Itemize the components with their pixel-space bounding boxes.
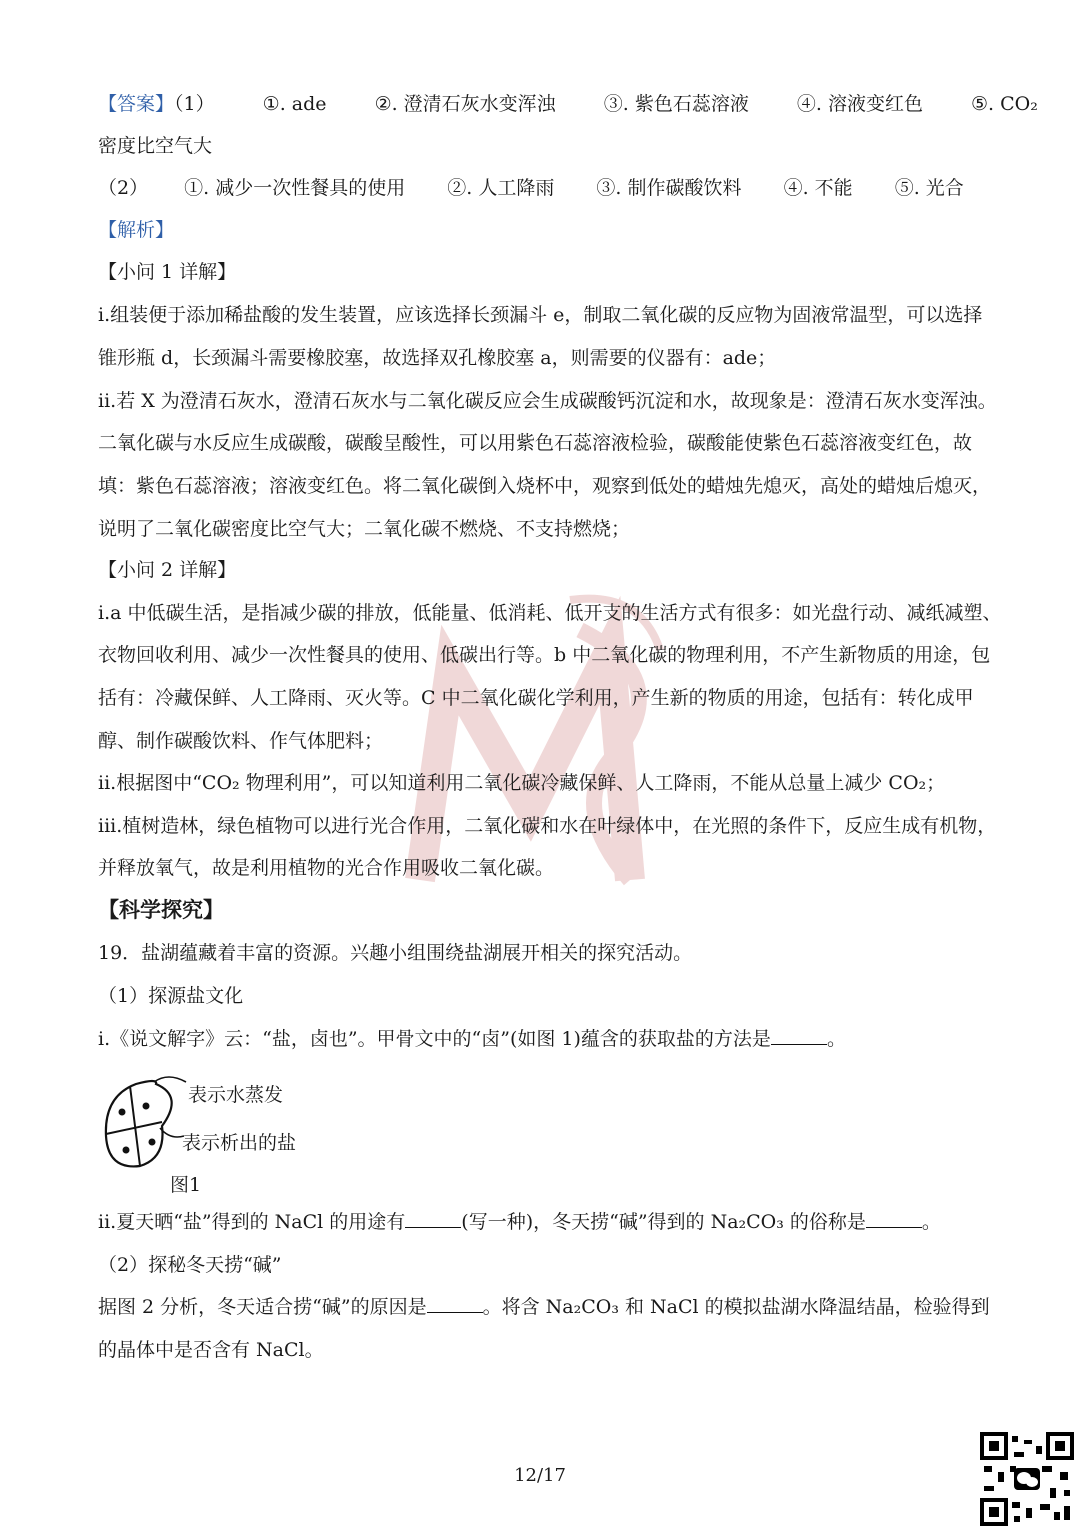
sub2-line: 括有：冷藏保鲜、人工降雨、灭火等。C 中二氧化碳化学利用，产生新的物质的用途，包括有：转化成甲	[98, 687, 974, 709]
question-line-i-end: 。	[826, 1028, 846, 1050]
sub2-line: 衣物回收利用、减少一次性餐具的使用、低碳出行等。b 中二氧化碳的物理利用，不产生新物质的用途，包	[98, 644, 991, 666]
answer-line-1	[98, 90, 1038, 118]
sub2-line: iii.植树造林，绿色植物可以进行光合作用，二氧化碳和水在叶绿体中，在光照的条件下，反应生成有机物，	[98, 815, 997, 837]
answer-q2-item: ④. 不能	[783, 177, 853, 199]
question-line-ii-end: 。	[921, 1211, 941, 1233]
figure-label-salt: 表示析出的盐	[182, 1132, 297, 1154]
answer-q1-label: （1）	[174, 93, 215, 115]
answer-q2-item: ⑤. 光合	[894, 177, 964, 199]
part-2-line-1-a: 据图 2 分析，冬天适合捞“碱”的原因是	[98, 1296, 427, 1318]
sub2-title: 【小问 2 详解】	[98, 559, 237, 581]
sub1-line: 二氧化碳与水反应生成碳酸，碳酸呈酸性，可以用紫色石蕊溶液检验，碳酸能使紫色石蕊溶液变红色，故	[98, 432, 973, 454]
sub1-title: 【小问 1 详解】	[98, 261, 237, 283]
sub1-line: ii.若 X 为澄清石灰水，澄清石灰水与二氧化碳反应会生成碳酸钙沉淀和水，故现象是：澄清石灰水变浑浊。	[98, 390, 997, 412]
answer-q1-item: ⑤. CO₂	[971, 93, 1038, 115]
figure-label-evaporation: 表示水蒸发	[188, 1084, 284, 1106]
sub1-line: i.组装便于添加稀盐酸的发生装置，应该选择长颈漏斗 e，制取二氧化碳的反应物为固液常温型，可以选择	[98, 304, 983, 326]
page-number: 12/17	[514, 1465, 566, 1486]
question-line-i-text: i.《说文解字》云：“盐，卤也”。甲骨文中的“卤”(如图 1)蕴含的获取盐的方法是	[98, 1028, 771, 1050]
answer-q1-item: ④. 溶液变红色	[796, 93, 923, 115]
part-2-title: （2）探秘冬天捞“碱”	[98, 1254, 282, 1276]
analysis-tag: 【解析】	[98, 219, 175, 241]
question-line-i	[98, 1025, 982, 1053]
answer-q2-item: ①. 减少一次性餐具的使用	[184, 177, 406, 199]
answer-q1-item: ③. 紫色石蕊溶液	[603, 93, 749, 115]
answer-blank[interactable]	[405, 1209, 461, 1228]
question-19: 19．盐湖蕴藏着丰富的资源。兴趣小组围绕盐湖展开相关的探究活动。	[98, 942, 693, 964]
answer-q1-item: ①. ade	[262, 93, 327, 115]
answer-blank[interactable]	[427, 1294, 483, 1313]
answer-tag: 【答案】	[98, 93, 175, 115]
part-1-title: （1）探源盐文化	[98, 985, 244, 1007]
answer-line-2: 密度比空气大	[98, 135, 213, 157]
sub2-line: ii.根据图中“CO₂ 物理利用”，可以知道利用二氧化碳冷藏保鲜、人工降雨，不能从总量上减少 CO₂；	[98, 772, 946, 794]
answer-line-3	[98, 174, 982, 202]
sub2-line: i.a 中低碳生活，是指减少碳的排放，低能量、低消耗、低开支的生活方式有很多：如光盘行动、减纸减塑、	[98, 602, 1002, 624]
sub1-line: 填：紫色石蕊溶液；溶液变红色。将二氧化碳倒入烧杯中，观察到低处的蜡烛先熄灭，高处的蜡烛后熄灭，	[98, 475, 992, 497]
qr-code-icon[interactable]	[980, 1432, 1074, 1526]
answer-q2-item: ③. 制作碳酸饮料	[596, 177, 742, 199]
part-2-line-1	[98, 1293, 990, 1321]
answer-q2-item: ②. 人工降雨	[447, 177, 555, 199]
question-line-ii-b: (写一种)，冬天捞“碱”得到的 Na₂CO₃ 的俗称是	[461, 1211, 866, 1233]
sub1-line: 说明了二氧化碳密度比空气大；二氧化碳不燃烧、不支持燃烧；	[98, 518, 631, 540]
part-2-line-2: 的晶体中是否含有 NaCl。	[98, 1339, 324, 1361]
part-2-line-1-b: 。将含 Na₂CO₃ 和 NaCl 的模拟盐湖水降温结晶，检验得到	[482, 1296, 990, 1318]
question-line-ii-a: ii.夏天晒“盐”得到的 NaCl 的用途有	[98, 1211, 406, 1233]
sub2-line: 醇、制作碳酸饮料、作气体肥料；	[98, 730, 384, 752]
answer-q1-item: ②. 澄清石灰水变浑浊	[374, 93, 556, 115]
figure-caption: 图1	[170, 1174, 202, 1196]
section-title: 【科学探究】	[98, 897, 224, 922]
answer-blank[interactable]	[771, 1026, 827, 1045]
answer-q2-label: （2）	[98, 177, 149, 199]
sub1-line: 锥形瓶 d，长颈漏斗需要橡胶塞，故选择双孔橡胶塞 a，则需要的仪器有：ade；	[98, 347, 777, 369]
answer-blank[interactable]	[866, 1209, 922, 1228]
sub2-line: 并释放氧气，故是利用植物的光合作用吸收二氧化碳。	[98, 857, 555, 879]
question-line-ii	[98, 1208, 982, 1236]
